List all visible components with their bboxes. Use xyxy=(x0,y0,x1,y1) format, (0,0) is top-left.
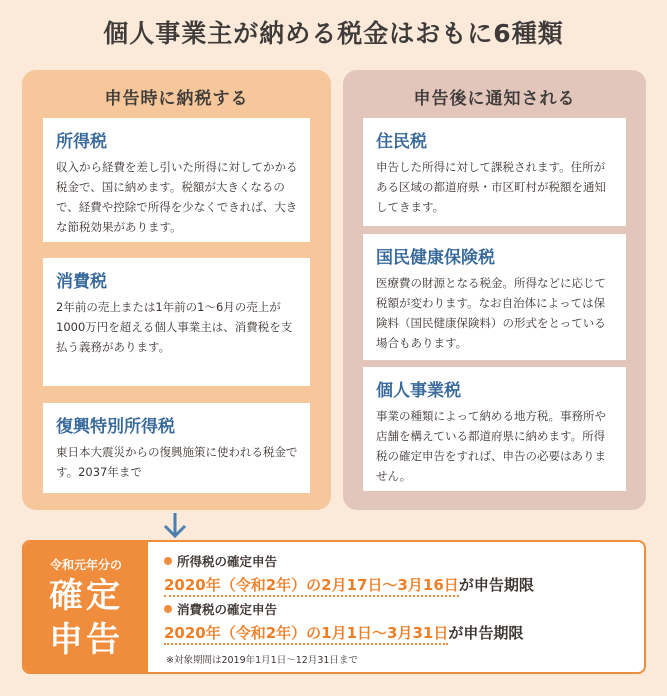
bullet-dot-icon xyxy=(164,557,172,565)
tax-card-reconstruction xyxy=(43,403,310,493)
page-title: 個人事業主が納める税金はおもに6種類 xyxy=(103,19,564,48)
left-column xyxy=(22,70,331,510)
deadline-label-text: 所得税の確定申告 xyxy=(177,554,278,569)
right-column-header: 申告後に通知される xyxy=(413,89,576,109)
filing-deadline-box xyxy=(22,540,646,674)
deadline-suffix: が申告期限 xyxy=(448,624,524,642)
filing-label-block xyxy=(24,542,148,672)
tax-card-income xyxy=(43,118,310,242)
card-title: 住民税 xyxy=(376,132,427,152)
deadline-line xyxy=(164,574,534,595)
filing-main-label-line2: 申告 xyxy=(49,620,123,660)
period-note: ※対象期間は2019年1月1日〜12月31日まで xyxy=(166,655,358,666)
card-body: 収入から経費を差し引いた所得に対してかかる税金で、国に納めます。税額が大きくなるので、経費や控除で所得を少なくできれば、大きな節税効果があります。 xyxy=(56,160,298,234)
deadline-item-income xyxy=(164,552,534,595)
tax-card-health-insurance xyxy=(363,234,626,360)
deadline-line xyxy=(164,622,523,643)
card-title: 復興特別所得税 xyxy=(56,417,175,437)
card-body: 2年前の売上または1年前の1〜6月の売上が1000万円を超える個人事業主は、消費税を支払う義務があります。 xyxy=(56,300,293,354)
card-title: 個人事業税 xyxy=(376,381,461,401)
card-body: 事業の種類によって納める地方税。事務所や店舗を構えている都道府県に納めます。所得税の確定申告をすれば、申告の必要はありません。 xyxy=(376,409,606,483)
down-arrow-icon xyxy=(160,511,190,541)
deadline-date-range: 2020年（令和2年）の2月17日〜3月16日 xyxy=(164,576,459,597)
card-body: 東日本大震災からの復興施策に使われる税金です。2037年まで xyxy=(56,445,298,479)
filing-main-label-line1: 確定 xyxy=(49,576,123,616)
left-column-header: 申告時に納税する xyxy=(104,89,249,109)
bullet-dot-icon xyxy=(164,605,172,613)
card-title: 所得税 xyxy=(56,132,107,152)
filing-year-label: 令和元年分の xyxy=(49,558,122,572)
card-body: 医療費の財源となる税金。所得などに応じて税額が変わります。なお自治体によっては保険料（国民健康保険料）の形式をとっている場合もあります。 xyxy=(376,276,606,350)
filing-main-label xyxy=(24,574,148,662)
tax-card-business xyxy=(363,367,626,491)
card-title: 国民健康保険税 xyxy=(376,248,495,268)
deadline-date-range: 2020年（令和2年）の1月1日〜3月31日 xyxy=(164,624,448,645)
deadline-label xyxy=(164,600,523,618)
deadline-label-text: 消費税の確定申告 xyxy=(177,602,278,617)
tax-card-consumption xyxy=(43,258,310,386)
deadline-label xyxy=(164,552,534,570)
right-column xyxy=(343,70,646,510)
deadline-item-consumption xyxy=(164,600,523,643)
card-body: 申告した所得に対して課税されます。住所がある区域の都道府県・市区町村が税額を通知してきます。 xyxy=(376,160,606,214)
tax-card-resident xyxy=(363,118,626,226)
card-title: 消費税 xyxy=(56,272,107,292)
deadline-suffix: が申告期限 xyxy=(458,576,534,594)
